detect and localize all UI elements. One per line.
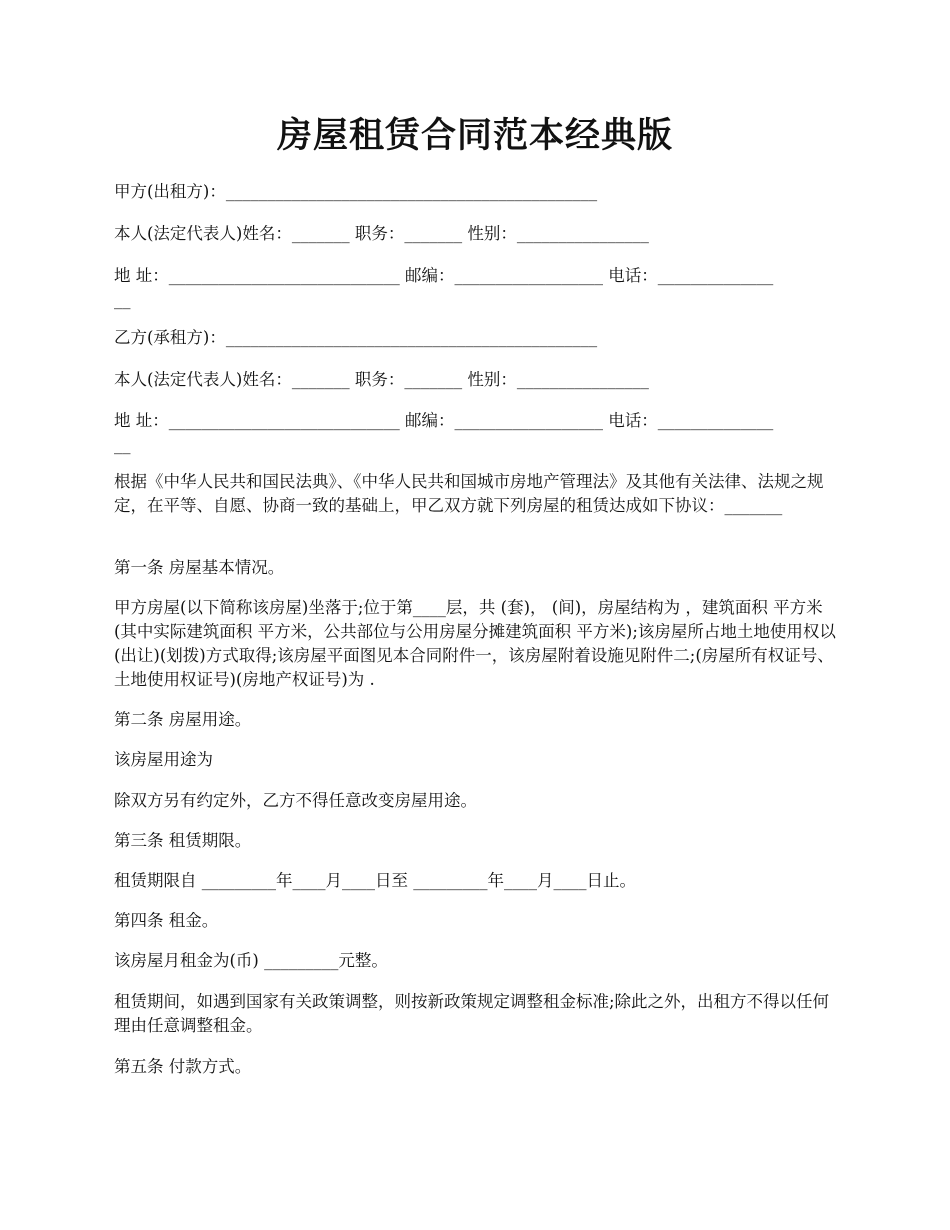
article-4-title: 第四条 租金。 — [114, 911, 219, 930]
article-5-title: 第五条 付款方式。 — [114, 1057, 252, 1076]
article-2-restriction: 除双方另有约定外，乙方不得任意改变房屋用途。 — [114, 791, 477, 810]
party-a-address-continuation: __ — [114, 290, 131, 309]
party-b-address-continuation: __ — [114, 435, 131, 454]
article-2-title: 第二条 房屋用途。 — [114, 710, 252, 729]
party-a-line: 甲方(出租方)：_____________________________________________ — [114, 182, 598, 201]
article-3-title: 第三条 租赁期限。 — [114, 831, 252, 850]
party-b-representative: 本人(法定代表人)姓名：_______ 职务：_______ 性别：________________ — [114, 370, 649, 389]
article-2-body: 该房屋用途为 — [114, 750, 213, 769]
intro-paragraph: 根据《中华人民共和国民法典》、《中华人民共和国城市房地产管理法》及其他有关法律、法规之规定，在平等、自愿、协商一致的基础上，甲乙双方就下列房屋的租赁达成如下协议：_______ — [114, 472, 824, 515]
party-a-address: 地 址：____________________________ 邮编：__________________ 电话：______________ — [114, 266, 774, 285]
party-b-address: 地 址：____________________________ 邮编：__________________ 电话：______________ — [114, 411, 774, 430]
party-a-representative: 本人(法定代表人)姓名：_______ 职务：_______ 性别：________________ — [114, 224, 649, 243]
article-3-body: 租赁期限自 _________年____月____日至 _________年____月____日止。 — [114, 871, 636, 890]
document-title: 房屋租赁合同范本经典版 — [276, 115, 673, 156]
article-1-body: 甲方房屋(以下简称该房屋)坐落于;位于第____层，共 (套)， (间)，房屋结构为 ，建筑面积 平方米(其中实际建筑面积 平方米，公共部位与公用房屋分摊建筑面积 平方米);该房屋所占地土地使用权以(出让)(划拨)方式取得;该房屋平面图见本合同附件一，该房屋附着设施见附件二;(房屋所有权证号、土地使用权证号)(房地产权证号)为 . — [114, 598, 836, 689]
party-b-line: 乙方(承租方)：_____________________________________________ — [114, 328, 598, 347]
article-4-adjustment: 租赁期间，如遇到国家有关政策调整，则按新政策规定调整租金标准;除此之外，出租方不得以任何理由任意调整租金。 — [114, 992, 830, 1035]
article-1-title: 第一条 房屋基本情况。 — [114, 558, 285, 577]
article-4-rent: 该房屋月租金为(币) _________元整。 — [114, 951, 388, 970]
